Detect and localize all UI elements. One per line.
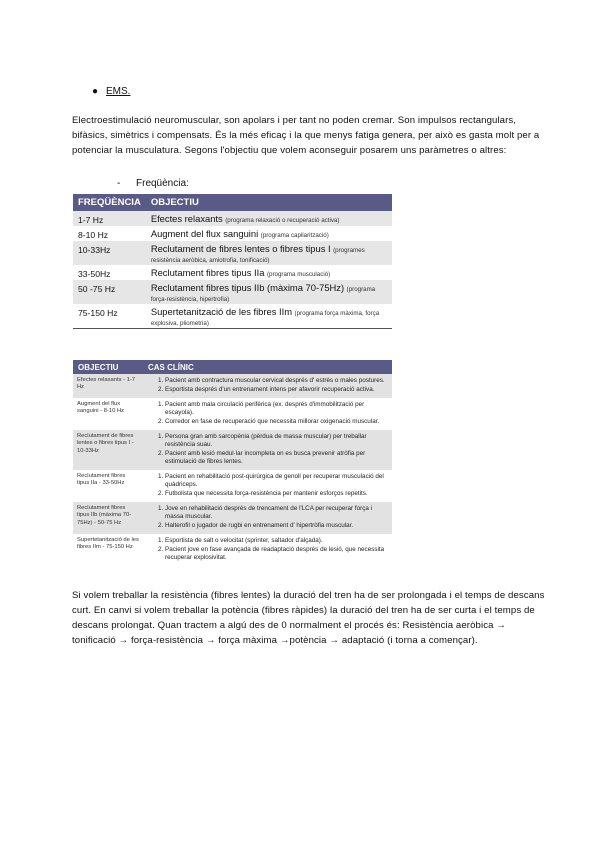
list-item: 1. Pacient amb contractura muscular cervical després d' estrès o males postures. xyxy=(165,377,388,385)
clinical-case-table-header xyxy=(73,360,392,374)
objective-main: Reclutament de fibres lentes o fibres tipus I xyxy=(150,243,331,254)
frequency-cell: 50 -75 Hz xyxy=(73,280,146,304)
list-item: 1. Pacient amb mala circulació perifèrica (ex. després d'immobilització per escayola). xyxy=(165,401,388,417)
objective-main: Reclutament fibres tipus IIb (màxima 70-75Hz) xyxy=(150,282,345,293)
list-item: 1. Persona gran amb sarcopènia (pèrdua de massa muscular) per treballar resistència suau. xyxy=(165,433,388,449)
list-item: 1. Pacient en rehabilitació post-quirúrgica de genoll per recuperar musculació del quàdriceps. xyxy=(165,473,388,489)
list-item: 2. Pacient jove en fase avançada de readaptació després de lesió, que necessita recuperar explosivitat. xyxy=(165,546,388,562)
objective-cell xyxy=(146,265,392,280)
objective-program: (programes resistència aeròbica, amiotrofia, tonificació) xyxy=(150,247,365,264)
frequency-cell: 75-150 Hz xyxy=(73,304,146,329)
objective-program: (programa força-resistència, hipertrofia) xyxy=(150,286,376,303)
table-row xyxy=(73,241,392,265)
case-cell xyxy=(143,374,392,398)
list-item: 2. Corredor en fase de recuperació que necessita millorar oxigenació muscular. xyxy=(165,418,388,426)
objective-program: (programa relaxació o recuperació activa) xyxy=(225,217,340,224)
objective-cell: Augment del flux sanguini - 8-10 Hz xyxy=(77,401,125,415)
objective-program: (programa capilarització) xyxy=(260,232,329,239)
case-cell xyxy=(143,430,392,470)
frequency-table-header xyxy=(73,194,392,211)
closing-paragraph: Si volem treballar la resistència (fibres lentes) la duració del tren ha de ser prolongada i el temps de descans curt. En canvi si volem treballar la potència (fibres ràpides) la duració del tren ha de ser curta i el temps de descans prolongat. Quan tractem a algú des de 0 normalment el procés és: Resistència aeròbica → tonificació → força-resistència → força màxima →potència → adaptació (i torna a començar). xyxy=(72,590,545,646)
objective-main: Supertetanització de les fibres IIm xyxy=(150,306,293,317)
objective-main: Efectes relaxants xyxy=(150,213,223,224)
table-row xyxy=(73,304,392,329)
objective-cell: Supertetanització de les fibres IIm - 75-150 Hz xyxy=(77,537,139,551)
objective-main: Reclutament fibres tipus IIa xyxy=(150,267,265,278)
section-heading xyxy=(92,86,130,97)
header-clinical-case: CAS CLÍNIC xyxy=(143,360,392,374)
objective-cell xyxy=(146,241,392,265)
objective-cell: Reclutament fibres tipus IIb (màxima 70-75Hz) - 50-75 Hz xyxy=(73,502,143,534)
header-objective: OBJECTIU xyxy=(146,194,392,211)
header-frequency: FREQÜÈNCIA xyxy=(73,194,146,211)
list-item: 1. Jove en rehabilitació després de trencament de l'LCA per recuperar força i massa muscular. xyxy=(165,505,388,521)
list-item: 1. Esportista de salt o velocitat (sprinter, saltador d'alçada). xyxy=(165,537,388,545)
list-item: 2. Halterofil o jugador de rugbi en entrenament d' hipertròfia muscular. xyxy=(165,522,388,530)
table-row xyxy=(73,265,392,280)
case-cell xyxy=(143,470,392,502)
header-objective: OBJECTIU xyxy=(73,360,143,374)
case-cell xyxy=(143,502,392,534)
objective-cell: Reclutament de fibres lentes o fibres tipus I - 10-33Hz xyxy=(73,430,143,470)
bullet-glyph: ● xyxy=(92,86,99,97)
list-item: 2. Esportista després d'un entrenament intens per afavorir recuperació activa. xyxy=(165,386,388,394)
case-cell xyxy=(143,398,392,430)
table-row xyxy=(73,470,392,502)
objective-cell: Reclutament fibres tipus IIa - 33-50Hz xyxy=(77,473,126,487)
objective-cell xyxy=(146,304,392,329)
table-row xyxy=(73,211,392,226)
subsection-heading xyxy=(117,178,189,189)
subsection-title: Freqüència: xyxy=(136,178,189,189)
frequency-cell: 8-10 Hz xyxy=(78,230,109,240)
list-item: 2. Futbolista que necessita força-resistència per mantenir esforços repetits. xyxy=(165,490,388,498)
list-item: 2. Pacient amb lesió medul·lar incompleta on es busca prevenir atròfia per estimulació de fibres lentes. xyxy=(165,450,388,466)
table-row xyxy=(73,280,392,304)
objective-program: (programa musculació) xyxy=(266,271,331,278)
objective-program: (programa força màxima, força explosiva, pliometria) xyxy=(150,310,380,327)
table-row xyxy=(73,534,392,566)
frequency-cell: 10-33Hz xyxy=(73,241,146,265)
frequency-cell: 33-50Hz xyxy=(78,269,111,279)
case-cell xyxy=(143,534,392,566)
table-row xyxy=(73,226,392,241)
objective-cell xyxy=(146,211,392,226)
table-row xyxy=(73,398,392,430)
table-row xyxy=(73,374,392,398)
section-title: EMS. xyxy=(106,86,131,97)
table-row xyxy=(73,502,392,534)
objective-main: Augment del flux sanguini xyxy=(150,228,259,239)
clinical-case-table xyxy=(73,360,392,566)
objective-cell xyxy=(146,280,392,304)
dash-glyph: - xyxy=(117,178,121,189)
frequency-cell: 1-7 Hz xyxy=(73,211,146,226)
table-row xyxy=(73,430,392,470)
intro-paragraph: Electroestimulació neuromuscular, son apolars i per tant no poden cremar. Son impulsos rectangulars, bifàsics, simètrics i compensats. És la més eficaç i la que menys fatiga genera, per això es gasta molt per a potenciar la musculatura. Segons l'objectiu que volem aconseguir posarem uns paràmetres o altres: xyxy=(72,115,540,156)
objective-cell xyxy=(146,226,392,241)
objective-cell: Efectes relaxants - 1-7 Hz xyxy=(73,374,143,398)
frequency-table xyxy=(73,194,392,329)
